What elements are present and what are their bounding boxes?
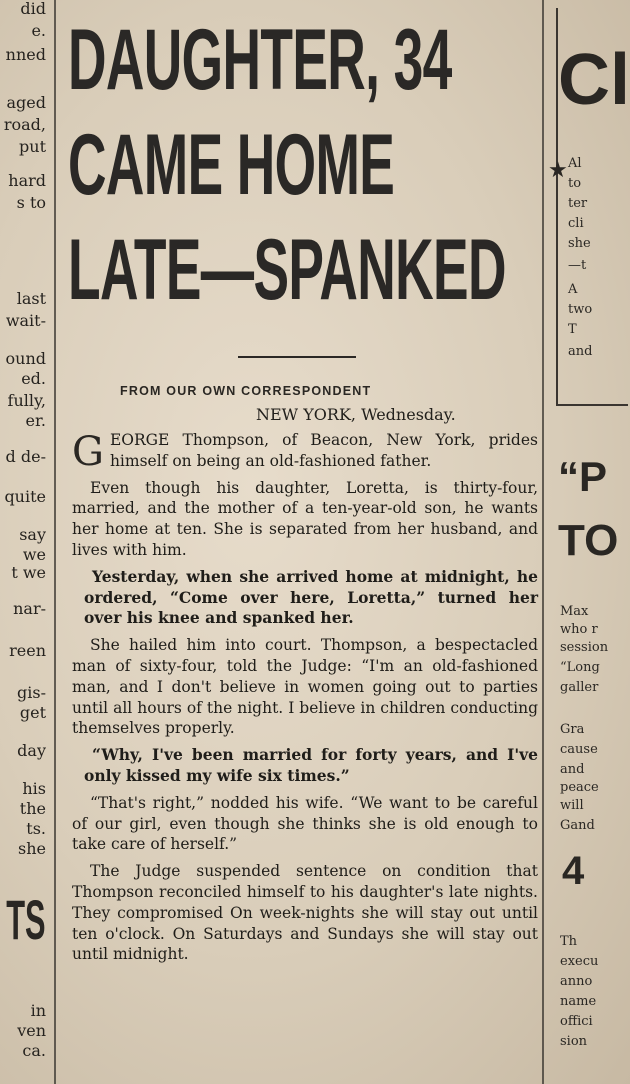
left-fragment-text: in <box>30 1001 46 1020</box>
left-fragment-text: day <box>17 741 46 760</box>
left-fragment-text: she <box>18 839 46 858</box>
right-lower-fragment: cause <box>560 742 598 757</box>
right-box-fragment: Al <box>568 156 582 171</box>
left-fragment-text: s to <box>16 193 46 212</box>
left-fragment-text: hard <box>8 171 46 190</box>
article-body <box>72 430 538 971</box>
right-box-fragment: ter <box>568 196 588 211</box>
left-fragment-text: er. <box>25 411 46 430</box>
right-box-fragment: two <box>568 302 593 317</box>
left-fragment-text: the <box>19 799 46 818</box>
right-box-fragment: cli <box>568 216 584 231</box>
article <box>58 0 540 1084</box>
headline-rule <box>238 356 356 358</box>
paragraph-2: Even though his daughter, Loretta, is thirty-four, married, and the mother of a ten-year-old son, he wants her home at ten. She is separated from her husband, and lives with him. <box>72 478 538 559</box>
headline-line-1: DAUGHTER, 34 <box>68 12 452 108</box>
right-bottom-fragment: sion <box>560 1034 588 1049</box>
paragraph-7: The Judge suspended sentence on condition that Thompson reconciled himself to his daughter's late nights. They compromised On week-nights she will stay out until ten o'clock. On Saturdays and Sundays she will stay out until midnight. <box>72 862 538 964</box>
left-fragment-text: last <box>16 289 46 308</box>
headline-line-3: LATE—SPANKED <box>68 222 506 318</box>
left-fragment-text: road, <box>3 115 46 134</box>
right-box-fragment: A <box>568 282 578 297</box>
right-bottom-fragment: name <box>560 994 597 1009</box>
left-fragment-text: reen <box>9 641 46 660</box>
dateline: NEW YORK, Wednesday. <box>256 405 456 424</box>
left-fragment-text: ound <box>5 349 46 368</box>
paragraph-5: “Why, I've been married for forty years, and I've only kissed my wife six times.” <box>84 745 538 785</box>
paragraph-1: GEORGE Thompson, of Beacon, New York, prides himself on being an old-fashioned father. <box>72 429 538 475</box>
right-bottom-fragment: offici <box>560 1014 593 1029</box>
left-fragment-text: get <box>19 703 46 722</box>
left-fragment-text: e. <box>31 21 46 40</box>
left-fragment-text: his <box>22 779 46 798</box>
right-lower-fragment: peace <box>560 780 599 795</box>
headline <box>68 8 506 323</box>
left-fragment-text: ts. <box>26 819 46 838</box>
right-lower-fragment: Gand <box>560 818 595 833</box>
left-fragment-text: ed. <box>21 369 46 388</box>
left-big-fragment: TS <box>6 888 46 951</box>
right-lower-fragment: Gra <box>560 722 585 737</box>
right-column-fragment <box>546 0 630 1084</box>
right-box-fragment: and <box>568 344 593 359</box>
right-bottom-fragment: Th <box>560 934 578 949</box>
right-box-fragment: T <box>568 322 577 337</box>
column-divider-left <box>54 0 56 1084</box>
right-box-fragment: to <box>568 176 582 191</box>
right-big-four: 4 <box>562 849 585 893</box>
right-lower-fragment: session <box>560 640 609 655</box>
paragraph-3: Yesterday, when she arrived home at midnight, he ordered, “Come over here, Loretta,” turned her over his knee and spanked her. <box>84 566 538 628</box>
left-fragment-text: quite <box>4 487 46 506</box>
right-bottom-fragment: anno <box>560 974 593 989</box>
right-big-top: Cl <box>558 40 630 120</box>
right-lower-fragment: “Long <box>560 660 600 675</box>
left-fragment-text: we <box>22 545 46 564</box>
right-bottom-fragment: execu <box>560 954 599 969</box>
paragraph-4: She hailed him into court. Thompson, a bespectacled man of sixty-four, told the Judge: “I'm an old-fashioned man, and I don't believe in women going out to parties until all hours of the night. I believe in children conducting themselves properly. <box>72 636 538 738</box>
right-big-to: TO <box>558 516 619 565</box>
left-fragment-text: ven <box>17 1021 46 1040</box>
column-divider-right <box>542 0 544 1084</box>
left-fragment-text: put <box>19 137 46 156</box>
left-fragment-text: nned <box>5 45 46 64</box>
left-column-fragment <box>0 0 52 1084</box>
right-lower-fragment: and <box>560 762 585 777</box>
right-lower-fragment: will <box>560 798 584 813</box>
right-box-fragment: —t <box>568 258 587 273</box>
left-fragment-text: nar- <box>13 599 46 618</box>
left-fragment-text: did <box>20 0 46 18</box>
left-fragment-text: d de- <box>5 447 46 466</box>
left-fragment-text: fully, <box>7 391 46 410</box>
byline: FROM OUR OWN CORRESPONDENT <box>120 384 372 398</box>
left-fragment-text: aged <box>6 93 46 112</box>
left-fragment-text: gis- <box>17 683 46 702</box>
right-big-quote: “P <box>558 453 608 500</box>
right-lower-fragment: Max <box>560 604 589 619</box>
drop-cap: G <box>72 429 104 475</box>
left-fragment-text: say <box>19 525 46 544</box>
star-icon: ★ <box>548 158 568 183</box>
right-box-fragment: she <box>568 236 591 251</box>
right-lower-fragment: galler <box>560 680 599 695</box>
headline-line-2: CAME HOME <box>68 117 395 213</box>
left-fragment-text: wait- <box>5 311 46 330</box>
left-fragment-text: ca. <box>22 1041 46 1060</box>
right-lower-fragment: who r <box>560 622 598 637</box>
paragraph-6: “That's right,” nodded his wife. “We want to be careful of our girl, even though she thinks she is old enough to take care of herself.” <box>72 793 538 854</box>
left-fragment-text: t we <box>11 563 46 582</box>
